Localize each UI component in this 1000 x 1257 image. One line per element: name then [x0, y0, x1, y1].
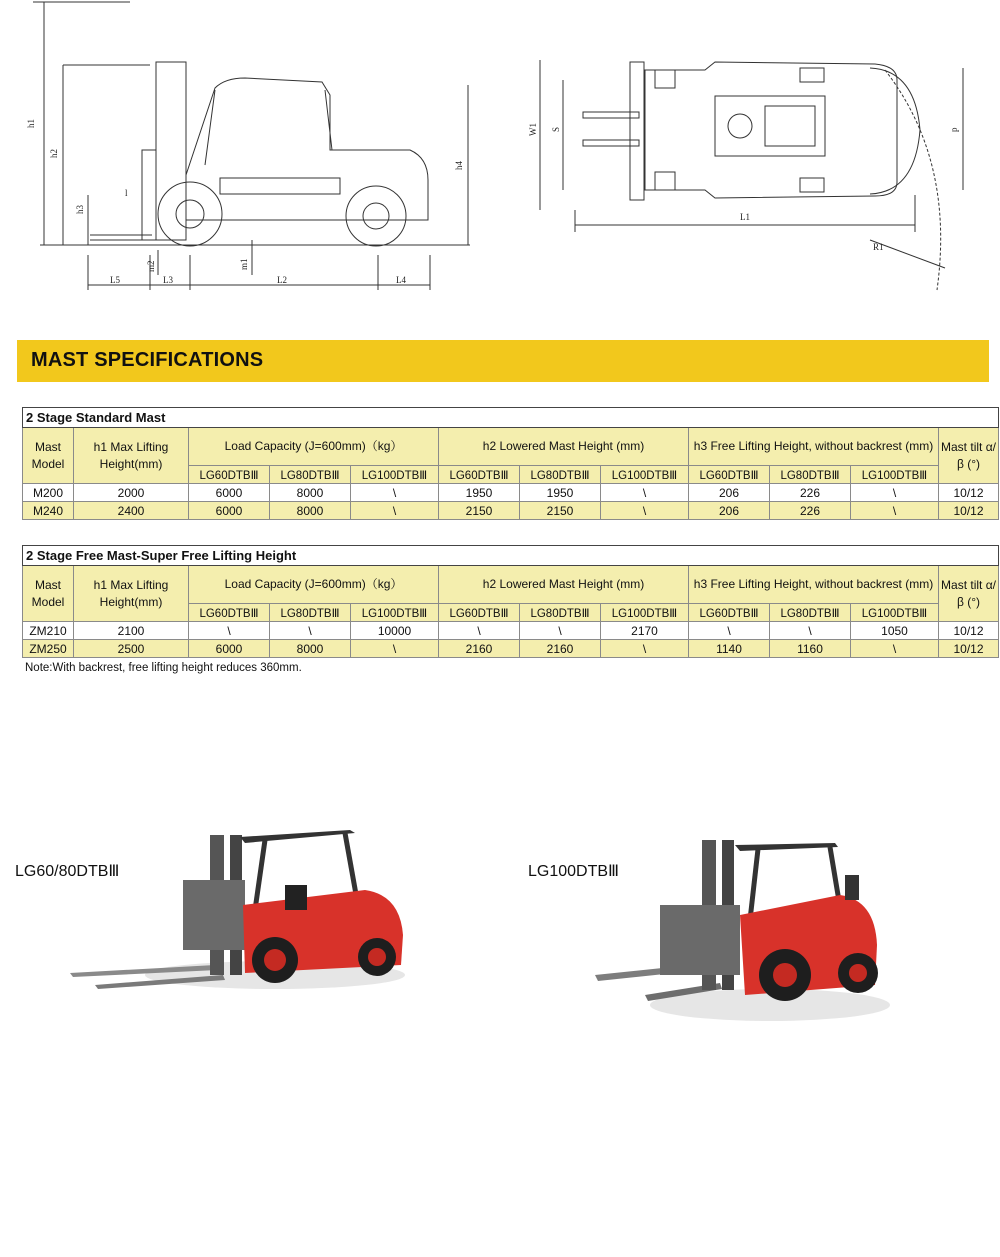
table-cell: 1950 [439, 484, 520, 502]
header-max-lift: h1 Max Lifting Height(mm) [74, 566, 189, 622]
header-load-capacity: Load Capacity (J=600mm)（kg） [189, 566, 439, 604]
table-cell: 2160 [439, 640, 520, 658]
model-header: LG60DTBⅢ [689, 466, 770, 484]
table-caption: 2 Stage Free Mast-Super Free Lifting Height [23, 546, 999, 566]
table-cell: 10/12 [939, 640, 999, 658]
model-header: LG60DTBⅢ [189, 466, 270, 484]
table-note: Note:With backrest, free lifting height reduces 360mm. [25, 662, 302, 674]
table-cell: 2150 [520, 502, 601, 520]
table-caption: 2 Stage Standard Mast [23, 408, 999, 428]
table-cell: \ [270, 622, 351, 640]
label-h2: h2 [49, 149, 59, 158]
photo-label-lg100: LG100DTBⅢ [528, 863, 620, 880]
label-m2: m2 [146, 260, 156, 272]
table-cell: 2170 [601, 622, 689, 640]
label-L5: L5 [110, 275, 120, 285]
label-S: S [551, 126, 561, 132]
section-banner [17, 340, 989, 382]
table-cell: 8000 [270, 640, 351, 658]
table-cell: 6000 [189, 484, 270, 502]
model-header: LG80DTBⅢ [520, 604, 601, 622]
header-max-lift: h1 Max Lifting Height(mm) [74, 428, 189, 484]
forklift-photo-lg100 [590, 835, 890, 1035]
table-cell: ZM250 [23, 640, 74, 658]
table-cell: \ [851, 484, 939, 502]
label-h3: h3 [75, 205, 85, 214]
table-cell: 1160 [770, 640, 851, 658]
table-cell: 226 [770, 484, 851, 502]
label-p: p [949, 127, 959, 132]
table-cell: 8000 [270, 502, 351, 520]
model-header: LG80DTBⅢ [770, 604, 851, 622]
model-header: LG100DTBⅢ [601, 604, 689, 622]
header-free-lift: h3 Free Lifting Height, without backrest (mm) [689, 566, 939, 604]
table-cell: \ [851, 502, 939, 520]
table-cell: \ [439, 622, 520, 640]
standard-mast-table [22, 407, 999, 520]
table-cell: \ [351, 640, 439, 658]
label-L3: L3 [163, 275, 173, 285]
table-cell: 2160 [520, 640, 601, 658]
header-load-capacity: Load Capacity (J=600mm)（kg） [189, 428, 439, 466]
model-header: LG100DTBⅢ [851, 604, 939, 622]
table-cell: 10/12 [939, 484, 999, 502]
table-cell: ZM210 [23, 622, 74, 640]
table-cell: \ [689, 622, 770, 640]
table-cell: 226 [770, 502, 851, 520]
table-cell: \ [601, 502, 689, 520]
model-header: LG60DTBⅢ [439, 466, 520, 484]
table-cell: 1050 [851, 622, 939, 640]
table-cell: M240 [23, 502, 74, 520]
table-cell: \ [770, 622, 851, 640]
table-cell: 10000 [351, 622, 439, 640]
model-header: LG100DTBⅢ [351, 466, 439, 484]
label-h1: h1 [26, 119, 36, 128]
label-m1: m1 [239, 258, 249, 270]
model-header: LG60DTBⅢ [439, 604, 520, 622]
model-header: LG60DTBⅢ [689, 604, 770, 622]
model-header: LG80DTBⅢ [270, 604, 351, 622]
table-cell: \ [351, 502, 439, 520]
side-view-drawing [0, 0, 480, 300]
table-cell: \ [601, 484, 689, 502]
label-L2: L2 [277, 275, 287, 285]
table-cell: M200 [23, 484, 74, 502]
label-h4: h4 [454, 161, 464, 170]
table-cell: \ [189, 622, 270, 640]
header-mast-model: Mast Model [23, 566, 74, 622]
label-R1: R1 [873, 242, 884, 252]
table-row [23, 622, 999, 640]
header-mast-model: Mast Model [23, 428, 74, 484]
header-lowered-height: h2 Lowered Mast Height (mm) [439, 428, 689, 466]
table-cell: 6000 [189, 502, 270, 520]
table-cell: 2000 [74, 484, 189, 502]
free-mast-table [22, 545, 999, 658]
model-header: LG80DTBⅢ [270, 466, 351, 484]
top-view-drawing [525, 0, 965, 300]
table-cell: \ [520, 622, 601, 640]
table-cell: 1140 [689, 640, 770, 658]
table-cell: \ [351, 484, 439, 502]
table-cell: 2150 [439, 502, 520, 520]
forklift-photo-lg60-80 [65, 825, 415, 1000]
model-header: LG80DTBⅢ [770, 466, 851, 484]
label-W1: W1 [528, 123, 538, 136]
model-header: LG100DTBⅢ [351, 604, 439, 622]
table-row [23, 502, 999, 520]
model-header: LG80DTBⅢ [520, 466, 601, 484]
table-cell: 2400 [74, 502, 189, 520]
table-cell: 1950 [520, 484, 601, 502]
table-cell: 10/12 [939, 502, 999, 520]
table-cell: \ [601, 640, 689, 658]
table-cell: 6000 [189, 640, 270, 658]
table-cell: 10/12 [939, 622, 999, 640]
header-mast-tilt: Mast tilt α/β (°) [939, 566, 999, 622]
header-free-lift: h3 Free Lifting Height, without backrest (mm) [689, 428, 939, 466]
banner-title: MAST SPECIFICATIONS [31, 349, 264, 371]
table-cell: 2100 [74, 622, 189, 640]
table-cell: 206 [689, 484, 770, 502]
table-row [23, 484, 999, 502]
label-L1: L1 [740, 212, 750, 222]
header-mast-tilt: Mast tilt α/β (°) [939, 428, 999, 484]
header-lowered-height: h2 Lowered Mast Height (mm) [439, 566, 689, 604]
model-header: LG100DTBⅢ [601, 466, 689, 484]
table-row [23, 640, 999, 658]
label-L4: L4 [396, 275, 406, 285]
model-header: LG100DTBⅢ [851, 466, 939, 484]
table-cell: 2500 [74, 640, 189, 658]
model-header: LG60DTBⅢ [189, 604, 270, 622]
photo-label-lg60-80: LG60/80DTBⅢ [15, 863, 120, 880]
table-cell: \ [851, 640, 939, 658]
label-l: l [125, 188, 128, 198]
table-cell: 8000 [270, 484, 351, 502]
table-cell: 206 [689, 502, 770, 520]
